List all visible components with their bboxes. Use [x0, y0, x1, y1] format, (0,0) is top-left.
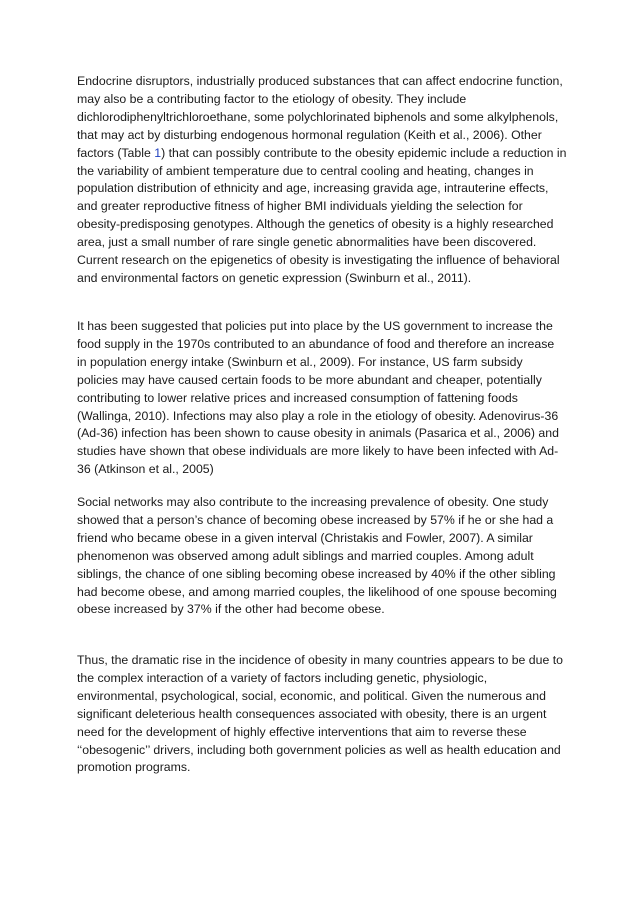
- paragraph-conclusion: Thus, the dramatic rise in the incidence of obesity in many countries appears to be due to the complex interaction of a variety of factors including genetic, physiologic, environmental, psychological, social, economic, and political. Given the numerous and significant deleterious health consequences associated with obesity, there is an urgent need for the development of highly effective interventions that aim to reverse these ‘‘obesogenic’’ drivers, including both government policies as well as health education and promotion programs.: [77, 653, 563, 775]
- paragraph-government-policies: It has been suggested that policies put into place by the US government to increase the food supply in the 1970s contributed to an abundance of food and therefore an increase in population energy intake (Swinburn et al., 2009). For instance, US farm subsidy policies may have caused certain foods to be more abundant and cheaper, potentially contributing to lower relative prices and increased consumption of fattening foods (Wallinga, 2010). Infections may also play a role in the etiology of obesity. Adenovirus-36 (Ad-36) infection has been shown to cause obesity in animals (Pasarica et al., 2006) and studies have shown that obese individuals are more likely to have been infected with Ad-36 (Atkinson et al., 2005): [77, 319, 559, 477]
- paragraph-1-text-start: Endocrine disruptors, industrially produced substances that can affect endocrine function, may also be a contributing factor to the etiology of obesity. They include dichlorodiphenyltrichloroethane, some polychlorinated biphenols and some alkylphenols, that may act by disturbing endogenous hormonal regulation (Keith et al., 2006). Other factors (Table: [77, 74, 563, 160]
- paragraph-1-text-end: ) that can possibly contribute to the obesity epidemic include a reduction in the variability of ambient temperature due to central cooling and heating, changes in population distribution of ethnicity and age, increasing gravida age, intrauterine effects, and greater reproductive fitness of higher BMI individuals yielding the selection for obesity-predisposing genotypes. Although the genetics of obesity is a highly researched area, just a small number of rare single genetic abnormalities have been discovered. Current research on the epigenetics of obesity is investigating the influence of behavioral and environmental factors on genetic expression (Swinburn et al., 2011).: [77, 145, 567, 285]
- paragraph-endocrine-disruptors: [77, 73, 567, 288]
- table-1-link[interactable]: 1: [154, 145, 162, 160]
- paragraph-social-networks: Social networks may also contribute to the increasing prevalence of obesity. One study showed that a person’s chance of becoming obese increased by 57% if he or she had a friend who became obese in a given interval (Christakis and Fowler, 2007). A similar phenomenon was observed among adult siblings and married couples. Among adult siblings, the chance of one sibling becoming obese increased by 40% if the other sibling had become obese, and among married couples, the likelihood of one spouse becoming obese increased by 37% if the other had become obese.: [77, 495, 557, 617]
